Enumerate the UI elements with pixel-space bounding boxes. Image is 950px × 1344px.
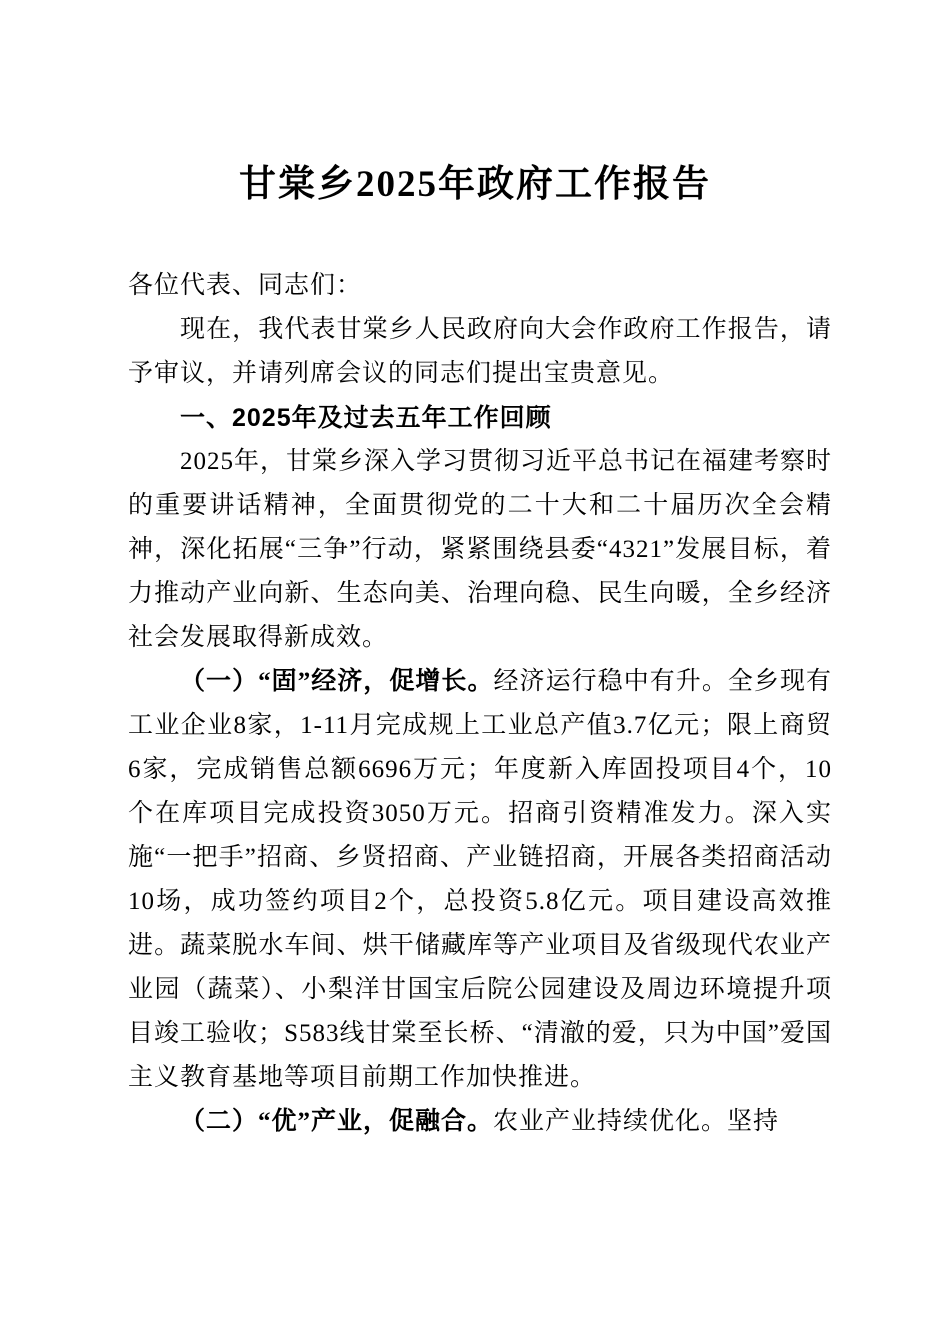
paragraph-economy-text: 经济运行稳中有升。全乡现有工业企业8家，1-11月完成规上工业总产值3.7亿元；限上商贸6家，完成销售总额6696万元；年度新入库固投项目4个，10个在库项目完成投资3050万元。招商引资精准发力。深入实施“一把手”招商、乡贤招商、产业链招商，开展各类招商活动10场，成功签约项目2个，总投资5.8亿元。项目建设高效推进。蔬菜脱水车间、烘干储藏库等产业项目及省级现代农业产业园（蔬菜）、小梨洋甘国宝后院公园建设及周边环境提升项目竣工验收；S583线甘棠至长桥、“清澈的爱，只为中国”爱国主义教育基地等项目前期工作加快推进。 bbox=[128, 668, 832, 1091]
document-title: 甘棠乡2025年政府工作报告 bbox=[239, 164, 711, 205]
paragraph-economy bbox=[128, 660, 832, 1100]
paragraph-industry-lead: （二）“优”产业，促融合。 bbox=[180, 1108, 494, 1135]
paragraph-industry bbox=[128, 1100, 832, 1144]
intro-paragraph: 现在，我代表甘棠乡人民政府向大会作政府工作报告，请予审议，并请列席会议的同志们提出宝贵意见。 bbox=[128, 316, 832, 387]
salutation: 各位代表、同志们： bbox=[128, 272, 363, 299]
paragraph-overview: 2025年，甘棠乡深入学习贯彻习近平总书记在福建考察时的重要讲话精神，全面贯彻党的二十大和二十届历次全会精神，深化拓展“三争”行动，紧紧围绕县委“4321”发展目标，着力推动产业向新、生态向美、治理向稳、民生向暖，全乡经济社会发展取得新成效。 bbox=[128, 448, 833, 651]
document-body bbox=[128, 264, 832, 1144]
paragraph-economy-lead: （一）“固”经济，促增长。 bbox=[180, 668, 494, 695]
section-heading-review: 一、2025年及过去五年工作回顾 bbox=[180, 404, 552, 432]
paragraph-industry-text: 农业产业持续优化。坚持 bbox=[493, 1108, 780, 1135]
